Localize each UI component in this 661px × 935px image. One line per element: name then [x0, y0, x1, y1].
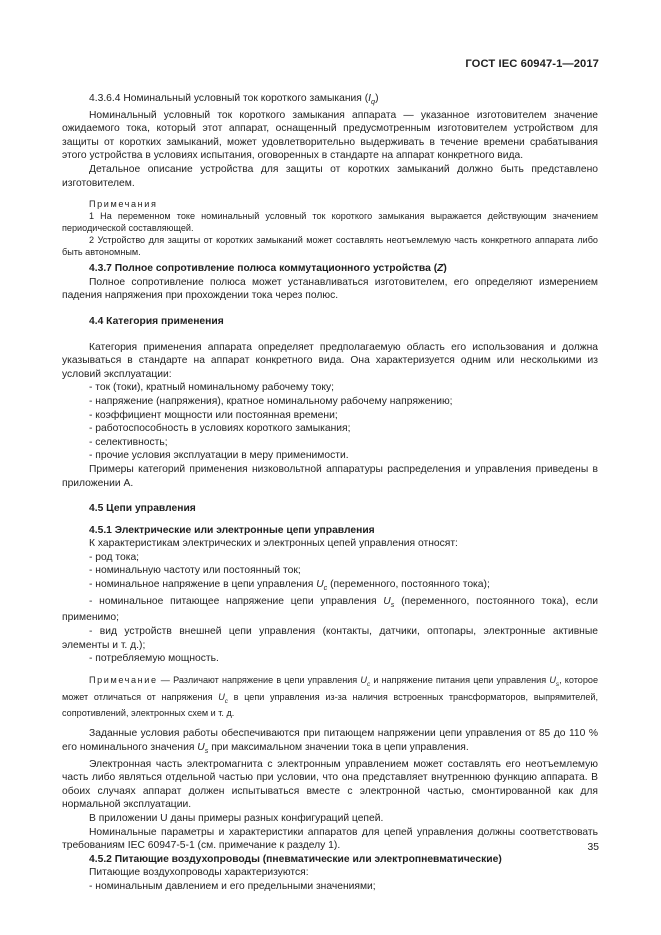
list-item: - ток (токи), кратный номинальному рабочему току; [89, 382, 335, 394]
symbol-uc: $U_c$ [218, 691, 228, 705]
paragraph: Детальное описание устройства для защиты от коротких замыканий должно быть представлено изготовителем. [62, 164, 598, 189]
list-item: - вид устройств внешней цепи управления (контакты, датчики, оптопары, электронные активные элементы и т. д.); [62, 625, 598, 651]
list-item: - прочие условия эксплуатации в меру применимости. [89, 450, 349, 462]
symbol-z: Z [437, 263, 444, 275]
heading-4-3-7: 4.3.7 Полное сопротивление полюса коммутационного устройства (Z) [89, 263, 447, 275]
symbol-iq: $I_q$ [368, 93, 376, 107]
note-item: 1 На переменном токе номинальный условный ток короткого замыкания выражается действующим значением периодической составляющей. [62, 211, 598, 234]
document-header-title: ГОСТ IEC 60947-1—2017 [465, 58, 599, 70]
note-label: Примечание [89, 674, 158, 685]
symbol-us: $U_s$ [197, 741, 209, 755]
paragraph: Категория применения аппарата определяет предполагаемую область его использования и должна указываться в стандарте на аппарат конкретного вида. Она характеризуется одним или несколькими из условий эксплуатации: [62, 341, 598, 380]
page-content [62, 92, 598, 894]
list-item: - работоспособность в условиях короткого замыкания; [89, 423, 351, 435]
heading-4-5-2: 4.5.2 Питающие воздухопроводы (пневматические или электропневматические) [89, 853, 502, 865]
heading-4-4: 4.4 Категория применения [89, 315, 224, 327]
heading-4-3-6-4: 4.3.6.4 Номинальный условный ток короткого замыкания $(I_q)$ [89, 93, 379, 107]
heading-4-5: 4.5 Цепи управления [89, 503, 196, 515]
note-item: 2 Устройство для защиты от коротких замыканий может составлять неотъемлемую часть конкретного аппарата либо быть автономным. [62, 235, 598, 258]
paragraph: Номинальные параметры и характеристики аппаратов для цепей управления должны соответствовать требованиям IEC 60947-5-1 (см. примечание к разделу 1). [62, 826, 598, 852]
paragraph: Полное сопротивление полюса может устанавливаться изготовителем, его определяют измерением падения напряжения при прохождении тока через полюс. [62, 276, 598, 302]
list-item: - номинальное напряжение в цепи управления $U_c$ (переменного, постоянного тока); [89, 579, 490, 593]
paragraph: К характеристикам электрических и электронных цепей управления относят: [89, 538, 458, 550]
list-item: - номинальным давлением и его предельными значениями; [89, 880, 376, 892]
symbol-us: $U_s$ [383, 595, 395, 609]
list-item: - род тока; [89, 551, 140, 563]
air-supply-list [62, 880, 598, 894]
symbol-uc: $U_c$ [316, 579, 328, 593]
heading-4-5-1: 4.5.1 Электрические или электронные цепи управления [89, 524, 375, 536]
page-number: 35 [587, 842, 599, 853]
list-item: - коэффициент мощности или постоянная времени; [89, 409, 338, 421]
paragraph: Примеры категорий применения низковольтной аппаратуры распределения и управления приведены в приложении А. [62, 463, 598, 489]
note-item: Примечание — Различают напряжение в цепи управления $U_c$ и напряжение питания цепи управления $U_s$, которое может отличаться от напряжения $U_c$ в цепи управления из-за наличия встроенных трансформаторов, выпрямителей, сопротивлений, электронных схем и т. д. [62, 674, 598, 719]
paragraph: Номинальный условный ток короткого замыкания аппарата — указанное изготовителем значение ожидаемого тока, который этот аппарат, оснащенный предусмотренным изготовителем устройством для защиты от коротких замыканий, может удовлетворительно выдерживать в течение времени срабатывания этого устройства в условиях испытания, оговоренных в стандарте на аппарат конкретного вида. [62, 109, 598, 162]
paragraph: В приложении U даны примеры разных конфигураций цепей. [89, 812, 384, 824]
control-circuit-characteristics-list [62, 551, 598, 666]
list-item: - селективность; [89, 436, 168, 448]
usage-conditions-list [62, 381, 598, 463]
list-item: - напряжение (напряжения), кратное номинальному рабочему напряжению; [89, 395, 453, 407]
paragraph: Электронная часть электромагнита с электронным управлением может составлять его неотъемлемую часть либо являться отдельной частью при условии, что она представляет внутреннюю функцию аппарата. В обоих случаях аппарат должен испытываться вместе с электронной частью, смонтированной как для нормальной эксплуатации. [62, 758, 598, 811]
symbol-uc: $U_c$ [360, 674, 371, 688]
notes-label: Примечания [89, 199, 158, 210]
symbol-us: $U_s$ [549, 674, 560, 688]
paragraph: Питающие воздухопроводы характеризуются: [89, 867, 309, 879]
paragraph: Заданные условия работы обеспечиваются при питающем напряжении цепи управления от 85 до 110 % его номинального значения $U_s$ при максимальном значении тока в цепи управления. [62, 728, 598, 755]
list-item: - номинальную частоту или постоянный ток; [89, 565, 301, 577]
list-item: - номинальное питающее напряжение цепи управления $U_s$ (переменного, постоянного тока), если применимо; [62, 595, 599, 624]
list-item: - потребляемую мощность. [89, 653, 219, 665]
